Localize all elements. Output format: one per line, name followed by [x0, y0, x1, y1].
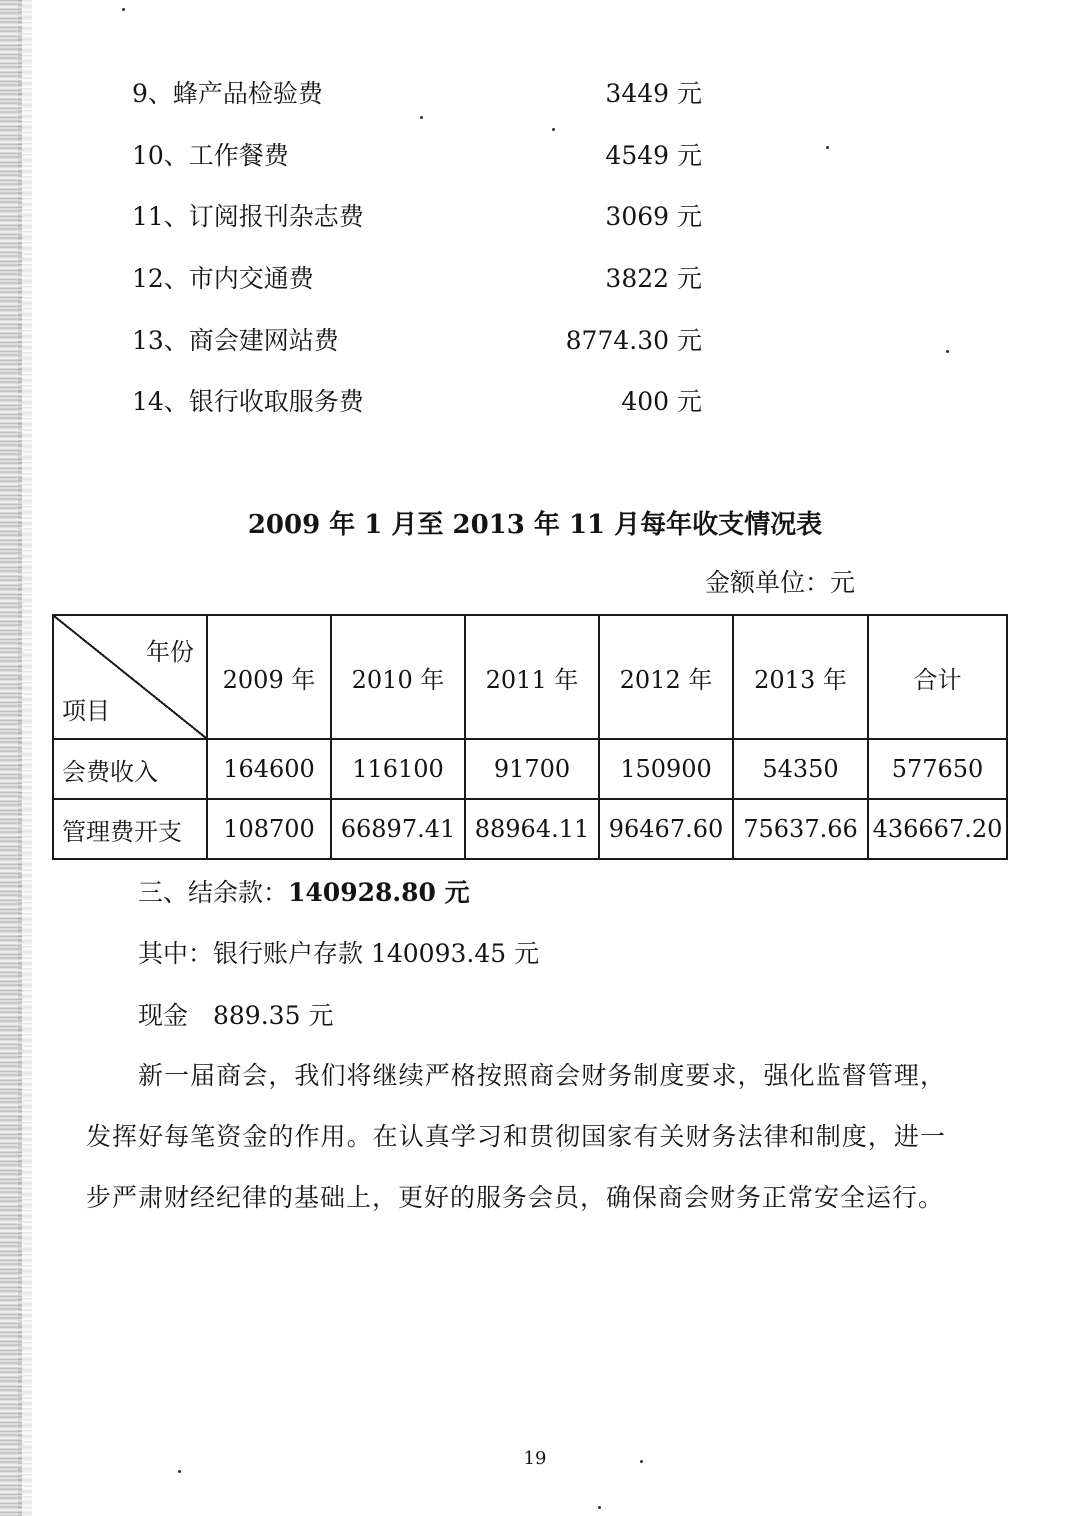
row-label: 会费收入: [53, 739, 207, 799]
column-header: 2013 年: [733, 615, 868, 739]
row-label: 管理费开支: [53, 799, 207, 859]
table-cell: 108700: [207, 799, 331, 859]
corner-label-item: 项目: [62, 697, 110, 725]
table-row: [53, 799, 1007, 859]
balance-value: 140928.80 元: [288, 878, 470, 907]
scan-edge-noise: [18, 0, 32, 1516]
expense-label: 12、市内交通费: [132, 264, 314, 293]
scan-speck: [420, 116, 423, 119]
column-header: 2010 年: [331, 615, 465, 739]
table-row: [53, 739, 1007, 799]
column-header: 2011 年: [465, 615, 599, 739]
table-title: 2009 年 1 月至 2013 年 11 月每年收支情况表: [247, 510, 823, 540]
scan-speck: [552, 128, 555, 131]
table-cell: 436667.20: [868, 799, 1007, 859]
expense-item: [132, 321, 712, 361]
expense-amount: 8774.30 元: [565, 326, 702, 355]
income-expense-table: [52, 614, 1008, 860]
expense-item: [132, 382, 712, 422]
expense-label: 9、蜂产品检验费: [132, 79, 323, 108]
expense-label: 10、工作餐费: [132, 141, 289, 170]
cash-line: 现金 889.35 元: [138, 1001, 334, 1030]
table-corner-cell: [53, 615, 207, 739]
table-cell: 164600: [207, 739, 331, 799]
table-cell: 66897.41: [331, 799, 465, 859]
scan-speck: [178, 1470, 181, 1473]
page-number: 19: [523, 1448, 547, 1469]
column-header: 合计: [868, 615, 1007, 739]
expense-amount: 3449 元: [605, 79, 702, 108]
balance-heading: 三、结余款：: [138, 878, 289, 907]
bank-deposit-line: 其中：银行账户存款 140093.45 元: [138, 939, 540, 968]
expense-label: 14、银行收取服务费: [132, 387, 364, 416]
table-cell: 54350: [733, 739, 868, 799]
table-cell: 75637.66: [733, 799, 868, 859]
column-header: 2009 年: [207, 615, 331, 739]
scan-speck: [640, 1460, 643, 1463]
expense-amount: 4549 元: [605, 141, 702, 170]
expense-item: [132, 197, 712, 237]
expense-item: [132, 259, 712, 299]
expense-amount: 3822 元: [605, 264, 702, 293]
column-header: 2012 年: [599, 615, 733, 739]
expense-label: 11、订阅报刊杂志费: [132, 202, 364, 231]
expense-item: [132, 74, 712, 114]
corner-label-year: 年份: [146, 638, 194, 666]
table-cell: 96467.60: [599, 799, 733, 859]
closing-paragraph: 新一届商会，我们将继续严格按照商会财务制度要求，强化监督管理，发挥好每笔资金的作用。在认真学习和贯彻国家有关财务法律和制度，进一步严肃财经纪律的基础上，更好的服务会员，确保商会财务正常安全运行。: [86, 1061, 946, 1212]
scan-speck: [122, 8, 125, 11]
balance-line: [138, 873, 470, 913]
expense-label: 13、商会建网站费: [132, 326, 339, 355]
expense-amount: 3069 元: [605, 202, 702, 231]
table-cell: 116100: [331, 739, 465, 799]
table-cell: 88964.11: [465, 799, 599, 859]
table-cell: 91700: [465, 739, 599, 799]
scan-speck: [826, 146, 829, 149]
table-header-row: [53, 615, 1007, 739]
table-cell: 577650: [868, 739, 1007, 799]
table-cell: 150900: [599, 739, 733, 799]
scan-speck: [598, 1506, 601, 1509]
scan-speck: [946, 350, 949, 353]
expense-amount: 400 元: [621, 387, 702, 416]
expense-item: [132, 136, 712, 176]
unit-note: 金额单位：元: [705, 568, 856, 597]
